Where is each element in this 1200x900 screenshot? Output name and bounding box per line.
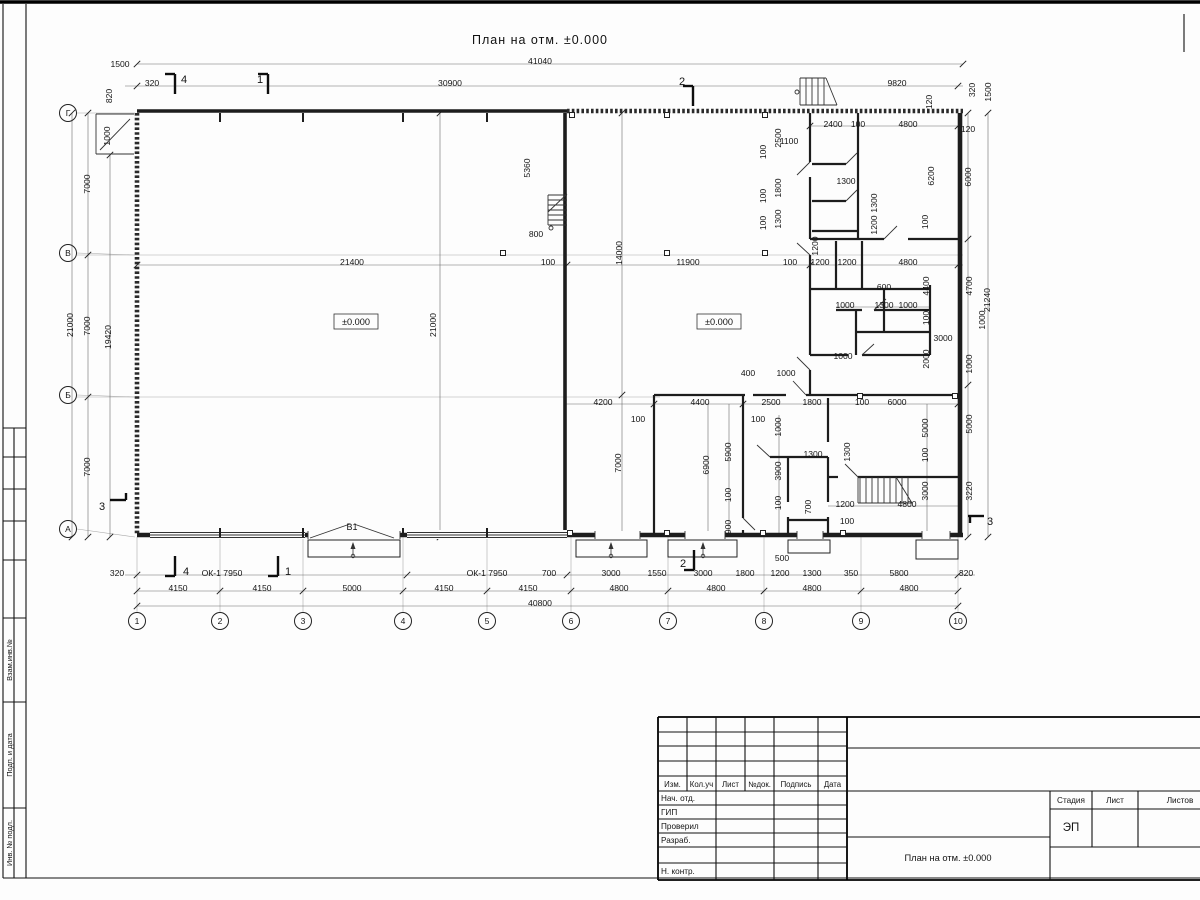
section-label: 3 — [986, 516, 994, 528]
elevation-label: ±0.000 — [341, 317, 371, 327]
dim-label: 100 — [758, 188, 768, 204]
axis-bubble-label: В — [65, 248, 71, 258]
axis-bubble-label: Г — [65, 108, 71, 118]
dim-label: 7000 — [82, 174, 92, 194]
dim-label: 1200 — [835, 499, 855, 509]
dim-label: 11900 — [676, 257, 700, 267]
dim-label: 1200 — [837, 257, 857, 267]
dim-label: 900 — [723, 519, 733, 535]
dim-label: 9820 — [887, 78, 907, 88]
column-mark — [570, 113, 575, 118]
section-label: 2 — [679, 558, 687, 570]
dim-label: 3220 — [964, 481, 974, 501]
dim-label: 4800 — [802, 583, 822, 593]
dim-label: 5800 — [889, 568, 909, 578]
dim-label: 4150 — [252, 583, 272, 593]
door-swing — [797, 357, 810, 370]
dim-label: 4400 — [921, 276, 931, 296]
entry-arrow-head — [351, 542, 356, 549]
dim-label: 120 — [960, 124, 976, 134]
dim-label: 1000 — [977, 310, 987, 330]
dim-label: 30900 — [438, 78, 462, 88]
dim-label: 820 — [104, 88, 114, 104]
dim-label: 4800 — [898, 257, 918, 267]
axis-bubble-label: А — [65, 524, 71, 534]
dim-label: 21000 — [428, 313, 438, 337]
dim-label: 800 — [528, 229, 544, 239]
interior-stair — [549, 226, 553, 230]
titleblock-role: Нач. отд. — [661, 794, 696, 803]
titleblock-header: Подпись — [780, 780, 812, 789]
dim-label: 2500 — [761, 397, 781, 407]
section-label: 4 — [180, 74, 188, 86]
dim-label: 1000 — [964, 354, 974, 374]
titleblock-role: Разраб. — [661, 836, 691, 845]
side-stamp-label: Подп. и дата — [5, 733, 14, 777]
dim-label: 400 — [740, 368, 756, 378]
side-stamp-label: Взам.инв.№ — [5, 639, 14, 681]
dim-label: 4150 — [518, 583, 538, 593]
dim-label: 41040 — [528, 56, 552, 66]
dim-label: 5000 — [964, 414, 974, 434]
dim-label: 600 — [876, 282, 892, 292]
dim-label: 4800 — [897, 499, 917, 509]
axis-bubble-label: 1 — [134, 616, 140, 626]
dim-label: 6900 — [701, 455, 711, 475]
column-mark — [665, 531, 670, 536]
axis-bubble-label: 5 — [484, 616, 490, 626]
dim-label: 5360 — [522, 158, 532, 178]
dim-label: 2500 — [773, 128, 783, 148]
dim-label: 100 — [850, 119, 866, 129]
section-label: 3 — [98, 501, 106, 513]
section-label: 1 — [284, 566, 292, 578]
dim-label: 700 — [803, 499, 813, 515]
dim-label: 1800 — [735, 568, 755, 578]
door-swing — [743, 518, 755, 530]
titleblock-header: Лист — [722, 780, 739, 789]
dim-label: 320 — [967, 82, 977, 98]
dim-label: 40800 — [528, 598, 552, 608]
titleblock-role: ГИП — [661, 808, 678, 817]
entry-arrow-head — [609, 542, 614, 549]
stage-value: ЭП — [1062, 822, 1080, 834]
dim-label: 1000 — [102, 126, 112, 146]
exterior-stair — [826, 78, 837, 105]
dim-label: 100 — [630, 414, 646, 424]
dim-label: 100 — [920, 214, 930, 230]
entry-arrow-head — [701, 542, 706, 549]
dim-label: 320 — [109, 568, 125, 578]
dim-label: 1300 — [773, 209, 783, 229]
dim-label: 100 — [750, 414, 766, 424]
dim-label: 1300 — [874, 300, 894, 310]
column-mark — [763, 251, 768, 256]
axis-bubble-label: 7 — [665, 616, 671, 626]
dim-label: 2400 — [823, 119, 843, 129]
dim-label: 120 — [924, 94, 934, 110]
axis-bubble-label: 6 — [568, 616, 574, 626]
dim-label: 1300 — [842, 442, 852, 462]
dim-label: 21240 — [982, 288, 992, 312]
dim-label: 1300 — [802, 568, 822, 578]
door-swing — [862, 344, 874, 355]
dim-label: 1300 — [869, 193, 879, 213]
dim-label: 1800 — [802, 397, 822, 407]
dim-label: 6000 — [887, 397, 907, 407]
dim-label: 500 — [774, 553, 790, 563]
dim-label: 21400 — [340, 257, 364, 267]
door-swing — [884, 226, 897, 239]
dim-label: 1000 — [835, 300, 855, 310]
section-label: 2 — [678, 76, 686, 88]
dim-label: 350 — [843, 568, 859, 578]
dim-label: 19420 — [103, 325, 113, 349]
elevation-label: ±0.000 — [704, 317, 734, 327]
dim-label: 2000 — [921, 349, 931, 369]
sheets-label: Листов — [1166, 796, 1194, 805]
dim-label: 1200 — [810, 257, 830, 267]
dim-label: 320 — [144, 78, 160, 88]
dim-label: 100 — [782, 257, 798, 267]
axis-bubble-label: Б — [65, 390, 71, 400]
dim-label: 3900 — [773, 461, 783, 481]
dim-label: 5000 — [342, 583, 362, 593]
column-mark — [953, 394, 958, 399]
column-mark — [665, 251, 670, 256]
dim-label: 4200 — [593, 397, 613, 407]
dim-label: 4150 — [434, 583, 454, 593]
dim-label: 100 — [773, 495, 783, 511]
axis-bubble-label: 9 — [858, 616, 864, 626]
dim-label: 7000 — [82, 316, 92, 336]
dim-label: 1000 — [833, 351, 853, 361]
dim-label: 100 — [758, 144, 768, 160]
dim-label: 1100 — [779, 136, 799, 146]
gate-label: В1 — [346, 522, 358, 532]
dim-label: 3000 — [933, 333, 953, 343]
dim-label: 4800 — [706, 583, 726, 593]
column-mark — [763, 113, 768, 118]
dim-label: 4700 — [964, 276, 974, 296]
dim-label: 3000 — [693, 568, 713, 578]
section-label: 4 — [182, 566, 190, 578]
titleblock-header: Дата — [823, 780, 842, 789]
dim-label: 1200 — [810, 236, 820, 256]
dim-label: 1550 — [647, 568, 667, 578]
dim-label: 4800 — [609, 583, 629, 593]
dim-label: 5000 — [920, 418, 930, 438]
dim-label: 5900 — [723, 442, 733, 462]
axis-bubble-label: 4 — [400, 616, 406, 626]
door-opening — [922, 531, 950, 539]
dim-label: 6000 — [963, 167, 973, 187]
dim-label: 100 — [921, 310, 931, 326]
axis-bubble-label: 2 — [217, 616, 223, 626]
dim-label: ОК-1 7950 — [201, 568, 243, 578]
sheet-label: Лист — [1106, 796, 1124, 805]
side-stamp-label: Инв. № подл. — [5, 819, 14, 867]
dim-label: 1500 — [983, 82, 993, 102]
dim-label: 1000 — [776, 368, 796, 378]
dim-label: 1000 — [898, 300, 918, 310]
dim-label: 100 — [758, 215, 768, 231]
porch — [916, 540, 958, 559]
section-label: 1 — [256, 74, 264, 86]
dim-label: 4150 — [168, 583, 188, 593]
dim-label: 1200 — [869, 215, 879, 235]
axis-bubble-label: 8 — [761, 616, 767, 626]
dim-label: 1300 — [803, 449, 823, 459]
dim-label: 1200 — [770, 568, 790, 578]
door-swing — [845, 464, 858, 477]
column-mark — [761, 531, 766, 536]
door-swing — [846, 190, 857, 201]
door-swing — [797, 243, 810, 255]
porch — [788, 540, 830, 553]
plan-title: План на отм. ±0.000 — [471, 33, 609, 47]
dim-label: 700 — [541, 568, 557, 578]
dim-label: ОК-1 7950 — [466, 568, 508, 578]
axis-bubble-label: 10 — [953, 616, 963, 626]
axis-bubble-label: 3 — [300, 616, 306, 626]
dim-label: 21000 — [65, 313, 75, 337]
titleblock-header: Изм. — [664, 780, 681, 789]
door-opening — [797, 531, 823, 539]
dim-label: 320 — [958, 568, 974, 578]
dim-label: 6200 — [926, 166, 936, 186]
door-swing — [757, 445, 770, 457]
titleblock-header: №док. — [748, 780, 771, 789]
dim-label: 7000 — [82, 457, 92, 477]
dim-label: 100 — [854, 397, 870, 407]
column-mark — [841, 531, 846, 536]
dim-label: 3000 — [920, 481, 930, 501]
titleblock-header: Кол.уч — [689, 780, 714, 789]
dim-label: 1300 — [836, 176, 856, 186]
axis-line — [77, 529, 135, 537]
titleblock-role: Н. контр. — [661, 867, 695, 876]
dim-label: 1500 — [110, 59, 130, 69]
dim-label: 1000 — [773, 417, 783, 437]
doc-title: План на отм. ±0.000 — [904, 853, 992, 863]
door-opening — [595, 531, 640, 539]
dim-label: 4800 — [899, 583, 919, 593]
dim-label: 100 — [839, 516, 855, 526]
door-swing — [797, 162, 810, 175]
dim-label: 3000 — [601, 568, 621, 578]
dim-label: 14000 — [614, 241, 624, 265]
column-mark — [568, 531, 573, 536]
door-opening — [685, 531, 725, 539]
dim-label: 1800 — [773, 178, 783, 198]
stage-label: Стадия — [1057, 796, 1085, 805]
exterior-stair — [795, 90, 799, 94]
dim-label: 100 — [920, 447, 930, 463]
titleblock-role: Проверил — [661, 822, 699, 831]
door-swing — [846, 153, 857, 164]
dim-label: 100 — [540, 257, 556, 267]
column-mark — [501, 251, 506, 256]
door-swing — [793, 381, 806, 395]
dim-label: 7000 — [613, 453, 623, 473]
dim-label: 4800 — [898, 119, 918, 129]
column-mark — [665, 113, 670, 118]
dim-label: 100 — [723, 487, 733, 503]
dim-label: 4400 — [690, 397, 710, 407]
